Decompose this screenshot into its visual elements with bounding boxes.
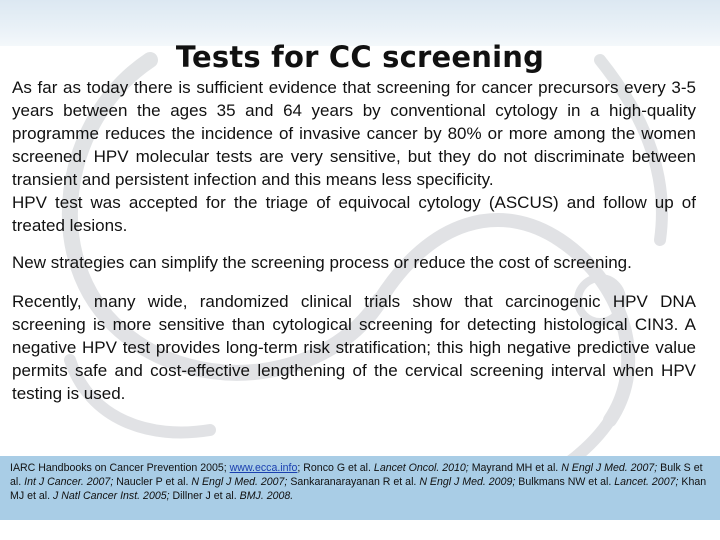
slide-title: Tests for CC screening [175,40,545,74]
paragraph-new-strategies: New strategies can simplify the screening process or reduce the cost of screening. [12,253,632,272]
paragraph-clinical-trials: Recently, many wide, randomized clinical trials show that carcinogenic HPV DNA screening is more sensitive than cytological screening for detecting histological CIN3. A negative HPV test provides long-term risk stratification; this high negative predictive value permits safe and cost-effective lengthening of the cervical screening interval when HPV testing is used. [12,292,696,403]
paragraph-hpv-triage: HPV test was accepted for the triage of equivocal cytology (ASCUS) and follow up of treated lesions. [12,193,696,235]
references-text: IARC Handbooks on Cancer Prevention 2005; www.ecca.info; Ronco G et al. Lancet Oncol. 2010; Mayrand MH et al. N Engl J Med. 2007; Bulk S et al. Int J Cancer. 2007; Naucler P et al. N Engl J Med. 2007; Sankaranarayanan R et al. N Engl J Med. 2009; Bulkmans NW et al. Lancet. 2007; Khan MJ et al. J Natl Cancer Inst. 2005; Dillner J et al. BMJ. 2008. [10,462,707,502]
ecca-link[interactable]: www.ecca.info [229,462,298,474]
bottom-band [0,520,720,540]
paragraph-evidence: As far as today there is sufficient evidence that screening for cancer precursors every 3-5 years between the ages 35 and 64 years by conventional cytology in a high-quality programme reduces the incidence of invasive cancer by 80% or more among the women screened. HPV molecular tests are very sensitive, but they do not discriminate between transient and persistent infection and this means less specificity. [12,78,696,189]
slide-body [12,76,696,405]
